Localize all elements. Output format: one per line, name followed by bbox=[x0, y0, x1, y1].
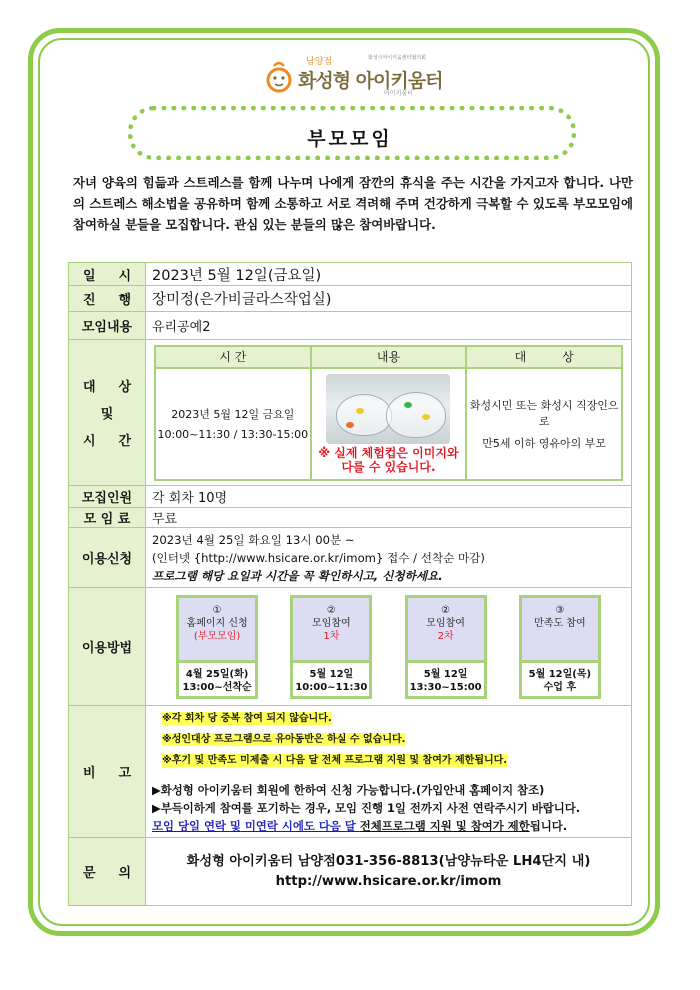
head-content: 내용 bbox=[311, 346, 467, 368]
page-title: 부모모임 bbox=[307, 128, 393, 150]
logo bbox=[266, 52, 466, 100]
step-1: ① 홈페이지 신청 (부모모임) 4월 25일(화) 13:00~선착순 bbox=[176, 595, 258, 699]
target-group-cell bbox=[466, 368, 622, 480]
head-target: 대 상 bbox=[466, 346, 622, 368]
value-date: 2023년 5월 12일(금요일) bbox=[146, 263, 632, 286]
label-host: 진 행 bbox=[69, 286, 146, 312]
label-contact: 문 의 bbox=[69, 838, 146, 906]
glass-cups-image bbox=[326, 374, 450, 444]
logo-tagline: 아이키움터 bbox=[384, 90, 413, 97]
info-table bbox=[68, 262, 632, 906]
target-line2: 만5세 이하 영유아의 부모 bbox=[482, 436, 607, 450]
row-method bbox=[69, 588, 632, 706]
label-notes: 비 고 bbox=[69, 706, 146, 838]
target-cell bbox=[146, 340, 632, 486]
value-contact bbox=[146, 838, 632, 906]
label-target: 대 상 및 시 간 bbox=[69, 340, 146, 486]
row-notes bbox=[69, 706, 632, 838]
target-line1: 화성시민 또는 화성시 직장인으로 bbox=[469, 398, 619, 428]
logo-name: 화성형 아이키움터 bbox=[298, 70, 443, 92]
row-host bbox=[69, 286, 632, 312]
row-content bbox=[69, 312, 632, 340]
label-method: 이용방법 bbox=[69, 588, 146, 706]
value-recruit: 각 회차 10명 bbox=[146, 486, 632, 508]
label-content: 모임내용 bbox=[69, 312, 146, 340]
label-date: 일 시 bbox=[69, 263, 146, 286]
row-apply bbox=[69, 528, 632, 588]
apply-line3: 프로그램 해당 요일과 시간을 꼭 확인하시고, 신청하세요. bbox=[152, 568, 443, 583]
value-content: 유리공예2 bbox=[146, 312, 632, 340]
note-3: 모임 당일 연락 및 미연락 시에도 다음 달 전체프로그램 지원 및 참여가 제한됩니다. bbox=[152, 819, 568, 833]
row-target bbox=[69, 340, 632, 486]
row-date bbox=[69, 263, 632, 286]
contact-phone: 화성형 아이키움터 남양점031-356-8813(남양뉴타운 LH4단지 내) bbox=[186, 853, 591, 869]
note-1: ▶화성형 아이키움터 회원에 한하여 신청 가능합니다.(가입안내 홈페이지 참조) bbox=[152, 783, 545, 797]
row-contact bbox=[69, 838, 632, 906]
value-host: 장미정(은가비글라스작업실) bbox=[146, 286, 632, 312]
row-fee bbox=[69, 508, 632, 528]
note-2: ▶부득이하게 참여를 포기하는 경우, 모임 진행 1일 전까지 사전 연락주시기 바랍니다. bbox=[152, 801, 581, 815]
note-highlight-1: ※각 회차 당 중복 참여 되지 않습니다. bbox=[162, 713, 332, 724]
intro-text: 자녀 양육의 힘듦과 스트레스를 함께 나누며 나에게 잠깐의 휴식을 주는 시간을 가지고자 합니다. 나만의 스트레스 해소법을 공유하며 함께 소통하고 서로 격려해 주며 건강하게 극복할 수 있도록 부모모임에 참여하실 분들을 모집합니다. 관심 있는 분들의 많은 참여바랍니다. bbox=[73, 175, 633, 232]
label-apply: 이용신청 bbox=[69, 528, 146, 588]
image-warning: ※ 실제 체험컵은 이미지와 다를 수 있습니다. bbox=[318, 445, 459, 474]
head-time: 시 간 bbox=[155, 346, 311, 368]
value-apply bbox=[146, 528, 632, 588]
label-recruit: 모집인원 bbox=[69, 486, 146, 508]
value-method bbox=[146, 588, 632, 706]
row-recruit bbox=[69, 486, 632, 508]
apply-line2: (인터넷 {http://www.hsicare.or.kr/imom} 접수 / 선착순 마감) bbox=[152, 550, 485, 565]
step-2: ② 모임참여 1차 5월 12일 10:00~11:30 bbox=[290, 595, 372, 699]
step-3: ② 모임참여 2차 5월 12일 13:30~15:00 bbox=[405, 595, 487, 699]
child-face-icon bbox=[266, 60, 292, 94]
logo-sub: 화성시아이키움센터협의회 bbox=[368, 55, 426, 61]
time-cell bbox=[155, 368, 311, 480]
contact-url[interactable]: http://www.hsicare.or.kr/imom bbox=[275, 873, 502, 889]
content-cell bbox=[311, 368, 467, 480]
note-highlight-2: ※성인대상 프로그램으로 유아동반은 하실 수 없습니다. bbox=[162, 734, 406, 745]
step-4: ③ 만족도 참여 5월 12일(목) 수업 후 bbox=[519, 595, 601, 699]
time-line1: 2023년 5월 12일 금요일 bbox=[171, 408, 295, 421]
value-notes bbox=[146, 706, 632, 838]
time-line2: 10:00~11:30 / 13:30-15:00 bbox=[157, 428, 309, 441]
logo-branch: 남양점 bbox=[306, 57, 333, 67]
label-fee: 모 임 료 bbox=[69, 508, 146, 528]
apply-line1: 2023년 4월 25일 화요일 13시 00분 ~ bbox=[152, 532, 355, 547]
schedule-table bbox=[154, 345, 623, 481]
note-highlight-3: ※후기 및 만족도 미제출 시 다음 달 전체 프로그램 지원 및 참여가 제한됩니다. bbox=[162, 755, 508, 766]
value-fee: 무료 bbox=[146, 508, 632, 528]
